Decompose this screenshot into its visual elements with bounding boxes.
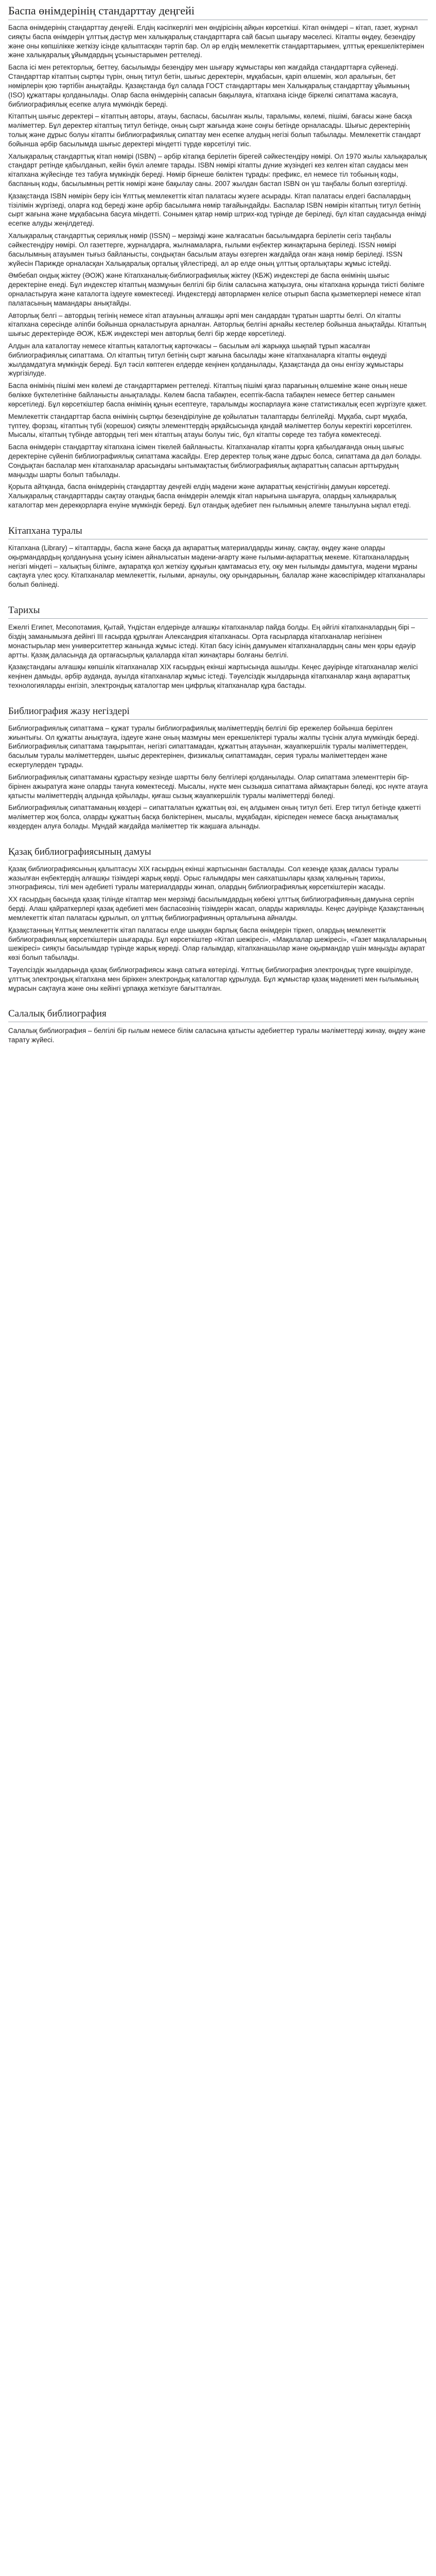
paragraph: Баспа өнімдерін стандарттау кітапхана ісімен тікелей байланысты. Кітапханалар кітапты қорға қабылдағанда оның шығыс деректеріне сүйеніп библиографиялық сипаттама жасайды. Егер деректер толық және дұрыс болса, сипаттама да дәл болады. Сондықтан баспалар мен кітапханалар арасындағы ынтымақтастық библиографиялық ақпараттың сапасын арттырудың маңызды шарты болып табылады. (8, 443, 422, 479)
section-heading: Кітапхана туралы (8, 524, 428, 539)
paragraph: Қорыта айтқанда, баспа өнімдерінің стандарттау деңгейі елдің мәдени және ақпараттық кеңістігінің дамуын көрсетеді. Халықаралық стандарттарды сақтау отандық баспа өнімдерін әлемдік кітап нарығына шығаруға, олардың халықаралық каталогтар мен дерекқорларға енуіне мүмкіндік береді. Бұл отандық әдебиет пен ғылымның әлемге танылуына ықпал етеді. (8, 483, 411, 510)
section (8, 604, 428, 690)
paragraph: Библиографиялық сипаттаманы құрастыру кезінде шартты бөлу белгілері қолданылады. Олар сипаттама элементтерін бір-бірінен ажыратуға және оларды тануға көмектеседі. Мысалы, нүкте мен сызықша сипаттама аймақтарын бөледі, қос нүкте атауға қатысты мәліметтердің алдында қойылады, қиғаш сызық жауапкершілік туралы мәліметтерді бөледі. (8, 773, 428, 800)
article (0, 0, 436, 1063)
paragraph: Баспа өнімінің пішімі мен көлемі де стандарттармен реттеледі. Кітаптың пішімі қағаз парағының өлшеміне және оның неше бөлікке бүктелетініне байланысты анықталады. Көлем баспа табақпен, есептік-баспа табақпен немесе беттер санымен көрсетіледі. Бұл көрсеткіштер баспа өнімінің құнын есептеуге, таралымды жоспарлауға және статистикалық есеп жүргізуге қажет. (8, 382, 427, 408)
article-sections (8, 524, 428, 1045)
paragraph: Библиографиялық сипаттаманың көздері – сипатталатын құжаттың өзі, ең алдымен оның титул беті. Егер титул бетінде қажетті мәліметтер жоқ болса, оларды құжаттың басқа бөліктерінен, мысалы, мұқабадан, кіріспеден немесе басқа анықтамалық көздерден алуға болады. Мұндай жағдайда мәліметтер тік жақшаға алынады. (8, 804, 421, 830)
section (8, 524, 428, 589)
section-heading: Библиография жазу негіздері (8, 705, 428, 720)
paragraph: Халықаралық стандарттық кітап нөмірі (ISBN) – әрбір кітапқа берілетін бірегей сәйкестендіру нөмірі. Ол 1970 жылы халықаралық стандарт ретінде қабылданып, кейін бүкіл әлемге тарады. ISBN нөмірі кітапты дүние жүзіндегі кез келген кітап саудасы мен кітапхана жүйесінде тез табуға мүмкіндік береді. Нөмір бірнеше бөліктен тұрады: префикс, ел немесе тіл тобының коды, баспаның коды, басылымның реттік нөмірі және бақылау саны. 2007 жылдан бастап ISBN он үш таңбалы болып өзгертілді. (8, 152, 427, 188)
section (8, 845, 428, 993)
paragraph: Кітаптың шығыс деректері – кітаптың авторы, атауы, баспасы, басылған жылы, таралымы, көлемі, пішімі, бағасы және басқа мәліметтер. Бұл деректер кітаптың титул бетінде, оның сырт жағында және соңғы бетінде орналасады. Шығыс деректерінің толық және дұрыс болуы кітапты библиографиялық сипаттау мен есепке алудың негізі болып табылады. Мемлекеттік стандарт бойынша әрбір басылымда шығыс деректері міндетті түрде көрсетілуі тиіс. (8, 112, 421, 148)
paragraph: XX ғасырдың басында қазақ тілінде кітаптар мен мерзімді басылымдардың көбеюі ұлттық библиографияның дамуына серпін берді. Алаш қайраткерлері қазақ әдебиеті мен баспасөзінің тізімдерін жасап, оларды жариялады. Кеңес дәуірінде Қазақстанның мемлекеттік кітап палатасы құрылып, ол ұлттық библиографияның орталығына айналды. (8, 895, 424, 922)
paragraph: Қазақстандағы алғашқы көпшілік кітапханалар XIX ғасырдың екінші жартысында ашылды. Кеңес дәуірінде кітапханалар желісі кеңінен дамыды, әрбір ауданда, ауылда кітапханалар жұмыс істеді. Тәуелсіздік жылдарында кітапханалар жаңа ақпараттық технологияларды енгізіп, электрондық каталогтар мен цифрлық кітапханалар құра бастады. (8, 663, 418, 689)
section (8, 705, 428, 831)
paragraph: Қазақстанның Ұлттық мемлекеттік кітап палатасы елде шыққан барлық баспа өнімдерін тіркеп, олардың мемлекеттік библиографиялық көрсеткіштерін шығарады. Бұл көрсеткіштер «Кітап шежіресі», «Мақалалар шежіресі», «Газет мақалаларының шежіресі» сияқты басылымдар түрінде жарық көреді. Олар ғалымдар, кітапханашылар және оқырмандар үшін маңызды ақпарат көзі болып табылады. (8, 926, 427, 962)
paragraph: Авторлық белгі – автордың тегінің немесе кітап атауының алғашқы әрпі мен сандардан тұратын шартты белгі. Ол кітапты кітапхана сөресінде әліпби бойынша орналастыруға арналған. Авторлық белгіні арнайы кестелер бойынша анықтайды. Кітаптың шығыс деректерінде ӘОЖ, КБЖ индекстері мен авторлық белгі бір жерде көрсетіледі. (8, 311, 426, 338)
paragraph: Баспа өнімдерінің стандарттау деңгейі. Елдің кәсіпкерлігі мен өндірісінің айқын көрсеткіші. Кітап өнімдері – кітап, газет, журнал сияқты баспа өнімдерін ұлттық дәстүр мен халықаралық стандарттарға сай басып шығару мәселесі. Кітапты өңдеу, безендіру және оны көпшілікке жеткізу ісінде қалыптасқан тәртіп бар. Ол әр елдің мемлекеттік стандарттарымен, ұлттық ерекшеліктерімен және халықаралық ұйымдардың ұсыныстарымен реттеледі. (8, 24, 424, 59)
paragraph: Халықаралық стандарттық сериялық нөмір (ISSN) – мерзімді және жалғасатын басылымдарға берілетін сегіз таңбалы сәйкестендіру нөмірі. Ол газеттерге, журналдарға, жылнамаларға, ғылыми еңбектер жинақтарына беріледі. ISSN нөмірі басылымның атауымен тығыз байланысты, сондықтан басылым атауы өзгерген жағдайда оған жаңа нөмір беріледі. ISSN жүйесін Парижде орналасқан Халықаралық орталық үйлестіреді, ал әр елде оның ұлттық орталықтары жұмыс істейді. (8, 232, 403, 267)
section-heading: Тарихы (8, 604, 428, 619)
paragraph: Ежелгі Египет, Месопотамия, Қытай, Үндістан елдерінде алғашқы кітапханалар пайда болды. Ең әйгілі кітапханалардың бірі – біздің заманымызға дейінгі ІІІ ғасырда құрылған Александрия кітапханасы. Орта ғасырларда кітапханалар негізінен монастырьлар мен университеттер жанында жұмыс істеді. Кітап басу ісінің дамуымен кітапханалардың саны мен қоры едәуір артты. Қазақ даласында да ортағасырлық қалаларда кітап жинақтары болғаны белгілі. (8, 623, 416, 659)
section-heading: Салалық библиография (8, 1007, 428, 1022)
paragraph: Мемлекеттік стандарттар баспа өнімінің сыртқы безендірілуіне де қойылатын талаптарды белгілейді. Мұқаба, сырт мұқаба, түптеу, форзац, кітаптың түбі (корешок) сияқты элементтердің әрқайсысында қандай мәліметтер болуы керектігі көрсетілген. Мысалы, кітаптың түбінде автордың тегі мен кітаптың атауы болуы тиіс, бұл кітапты сөреде тез табуға көмектеседі. (8, 412, 413, 439)
paragraph: Алдын ала каталогтау немесе кітаптың каталогтық карточкасы – басылым әлі жарыққа шықпай тұрып жасалған библиографиялық сипаттама. Ол кітаптың титул бетінің сырт жағына басылады және кітапханаларға кітапты өңдеуді жылдамдатуға мүмкіндік береді. Бұл тәсіл көптеген елдерде кеңінен қолданылады, Қазақстанда да оны енгізу жұмыстары жүргізілуде. (8, 342, 404, 378)
section-heading: Қазақ библиографиясының дамуы (8, 845, 428, 860)
paragraph: Тәуелсіздік жылдарында қазақ библиографиясы жаңа сатыға көтерілді. Ұлттық библиография электрондық түрге көшірілуде, ұлттық электрондық кітапхана мен біріккен электрондық каталогтар құрылуда. Бұл жұмыстар қазақ мәдениеті мен ғылымының мұрасын сақтауға және оны кейінгі ұрпаққа жеткізуге бағытталған. (8, 965, 418, 992)
paragraph: Қазақстанда ISBN нөмірін беру ісін Ұлттық мемлекеттік кітап палатасы жүзеге асырады. Кітап палатасы елдегі баспалардың тізілімін жүргізеді, оларға код береді және әрбір басылымға нөмір тағайындайды. Баспалар ISBN нөмірін кітаптың титул бетінің сырт жағына және мұқабасына басуға міндетті. Сонымен қатар нөмір штрих-код түрінде де беріледі, бұл кітап саудасында өнімді есепке алуды жеңілдетеді. (8, 192, 427, 228)
paragraph: Библиографиялық сипаттама – құжат туралы библиографиялық мәліметтердің белгілі бір ережелер бойынша берілген жиынтығы. Ол құжатты анықтауға, іздеуге және оның мазмұны мен ерекшеліктері туралы жалпы түсінік алуға мүмкіндік береді. Библиографиялық сипаттама тақырыптан, негізгі сипаттамадан, құжаттың атауынан, жауапкершілік туралы мәліметтерден, басылым туралы мәліметтерден, шығыс деректерінен, физикалық сипаттамадан, серия туралы мәліметтерден және ескертулерден тұрады. (8, 724, 420, 769)
page-title: Баспа өнімдерінің стандарттау деңгейі (8, 3, 428, 20)
paragraph: Қазақ библиографиясының қалыптасуы XIX ғасырдың екінші жартысынан басталады. Сол кезеңде қазақ даласы туралы жазылған еңбектердің алғашқы тізімдері жарық көрді. Орыс ғалымдары мен саяхатшылары қазақ халқының тарихы, этнографиясы, тілі мен әдебиеті туралы материалдарды жинап, олардың библиографиялық көрсеткіштерін жасады. (8, 865, 399, 891)
paragraph: Салалық библиография – белгілі бір ғылым немесе білім саласына қатысты әдебиеттер туралы мәліметтерді жинау, өңдеу және тарату жүйесі. (8, 1027, 426, 1044)
section (8, 1007, 428, 1045)
paragraph: Әмбебап ондық жіктеу (ӘОЖ) және Кітапханалық-библиографиялық жіктеу (КБЖ) индекстері де баспа өнімінің шығыс деректеріне енеді. Бұл индекстер кітаптың мазмұнын белгілі бір білім саласына жатқызуға, оны кітапхана қорында тиісті бөлімге орналастыруға және каталогта іздеуге көмектеседі. Индекстерді авторлармен келісе отырып баспа қызметкерлері немесе кітап палатасының мамандары анықтайды. (8, 272, 425, 307)
intro-section (8, 23, 428, 510)
paragraph: Кітапхана (Library) – кітаптарды, баспа және басқа да ақпараттық материалдарды жинау, сақтау, өңдеу және оларды оқырмандардың қолдануына ұсыну ісімен айналысатын мәдени-ағарту және ғылыми-ақпараттық мекеме. Кітапханалардың негізгі міндеті – халықтың білімге, ақпаратқа қол жеткізу құқығын қамтамасыз ету, оқу мен ғылымды дамытуға, мәдени мұраны сақтауға үлес қосу. Кітапханалар мемлекеттік, ғылыми, арнаулы, оқу орындарының, балалар және жасөспірімдер кітапханалары болып бөлінеді. (8, 544, 425, 589)
paragraph: Баспа ісі мен ретекторлық, беттеу, басылымды безендіру мен шығару жұмыстары көп жағдайда стандарттарға сүйенеді. Стандарттар кітаптың сыртқы түрін, оның титул бетін, шығыс деректерін, мұқабасын, қаріп өлшемін, жол аралығын, бет нөмірлерін қою тәртібін анықтайды. Қазақстанда бұл салада ГОСТ стандарттары мен Халықаралық стандарттау ұйымының (ISO) құжаттары қолданылады. Олар баспа өнімдерінің сапасын бақылауға, кітапхана ісінде біркелкі сипаттама жасауға, библиографиялық есепке алуға мүмкіндік береді. (8, 63, 410, 108)
